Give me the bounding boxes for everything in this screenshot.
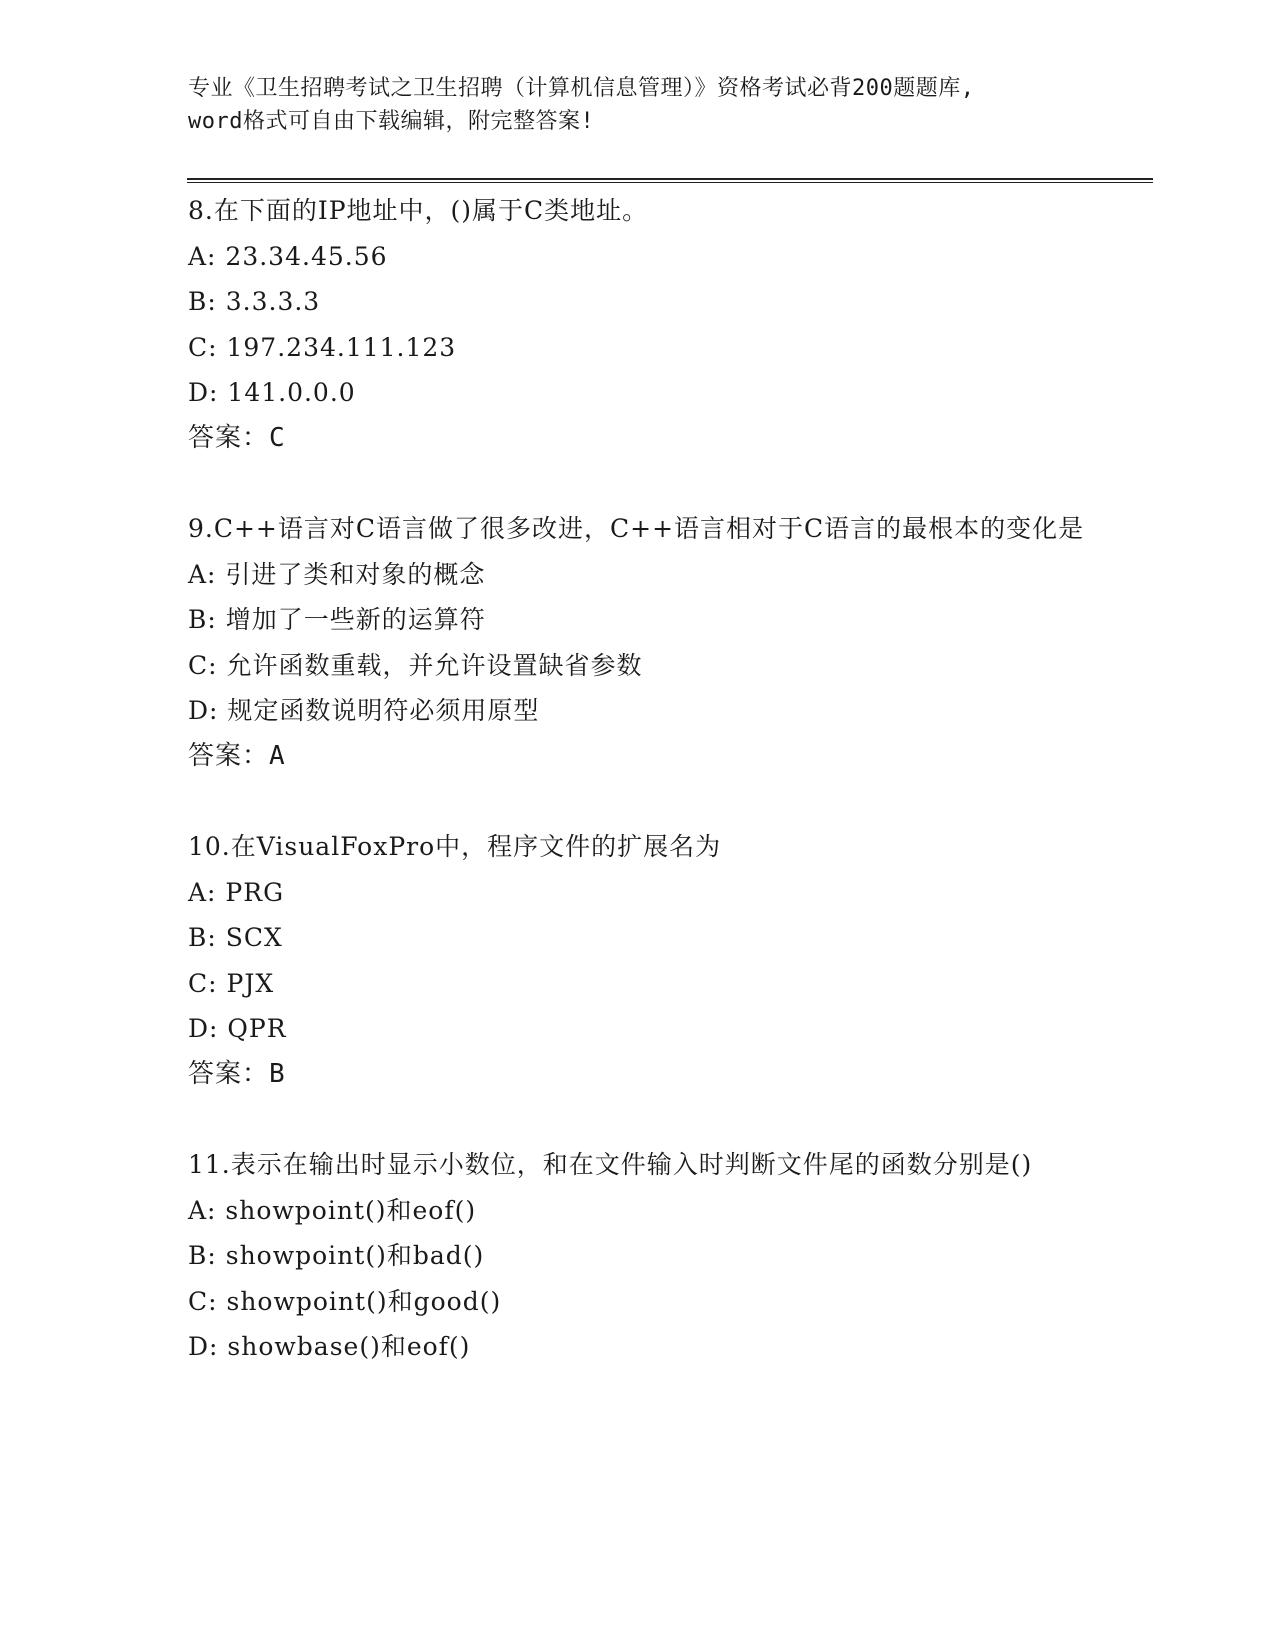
option-b: B: showpoint()和bad() [188,1241,485,1270]
answer: 答案：C [188,422,286,453]
answer: 答案：B [188,1058,286,1089]
header-line-1: 专业《卫生招聘考试之卫生招聘（计算机信息管理）》资格考试必背200题题库, [188,76,975,101]
header-line-2: word格式可自由下载编辑，附完整答案! [188,109,595,134]
header-divider [187,178,1153,183]
option-a: A: 引进了类和对象的概念 [188,559,486,589]
option-d: D: 规定函数说明符必须用原型 [188,696,540,725]
answer: 答案：A [188,740,286,771]
option-c: C: showpoint()和good() [188,1286,502,1316]
option-d: D: showbase()和eof() [188,1332,471,1361]
question-10 [188,824,1088,1097]
option-b: B: 增加了一些新的运算符 [188,605,486,634]
option-c: C: PJX [188,968,275,998]
question-8 [188,188,1088,461]
question-11 [188,1142,1088,1370]
document-header [188,72,1088,138]
option-b: B: 3.3.3.3 [188,287,321,316]
question-text: 10.在VisualFoxPro中，程序文件的扩展名为 [188,832,722,861]
option-d: D: 141.0.0.0 [188,378,356,407]
question-text: 8.在下面的IP地址中，()属于C类地址。 [188,196,649,225]
question-text: 11.表示在输出时显示小数位，和在文件输入时判断文件尾的函数分别是() [188,1150,1033,1179]
question-text: 9.C++语言对C语言做了很多改进，C++语言相对于C语言的最根本的变化是 [188,514,1085,543]
question-list [188,188,1088,1415]
option-b: B: SCX [188,923,283,952]
question-9 [188,506,1088,779]
option-c: C: 允许函数重载，并允许设置缺省参数 [188,650,643,680]
option-a: A: PRG [188,877,285,907]
option-a: A: 23.34.45.56 [188,241,388,271]
option-a: A: showpoint()和eof() [188,1195,477,1225]
option-c: C: 197.234.111.123 [188,332,457,362]
option-d: D: QPR [188,1014,287,1043]
